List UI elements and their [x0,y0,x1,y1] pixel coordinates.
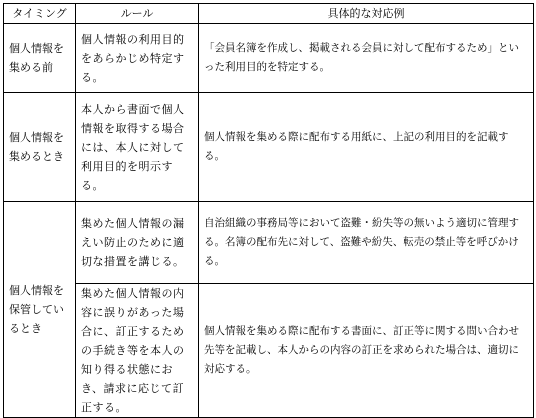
table-row [4,93,534,202]
header-timing: タイミング [4,4,76,24]
table-row [4,284,534,418]
table-header-row [4,4,534,24]
header-example: 具体的な対応例 [199,4,534,24]
header-rule: ルール [76,4,199,24]
timing-cell: 個人情報を集めるとき [4,93,76,202]
timing-cell: 個人情報を保管しているとき [4,202,76,418]
rule-cell: 集めた個人情報の内容に誤りがあった場合に、訂正するための手続き等を本人の知り得る状態におき、請求に応じて訂正する。 [76,284,199,418]
rule-cell: 集めた個人情報の漏えい防止のために適切な措置を講じる。 [76,202,199,284]
example-cell: 個人情報を集める際に配布する用紙に、上記の利用目的を記載する。 [199,93,534,202]
table-row [4,202,534,284]
rule-cell: 本人から書面で個人情報を取得する場合には、本人に対して利用目的を明示する。 [76,93,199,202]
rule-cell: 個人情報の利用目的をあらかじめ特定する。 [76,24,199,93]
table-row [4,24,534,93]
example-cell: 「会員名簿を作成し、掲載される会員に対して配布するため」といった利用目的を特定する。 [199,24,534,93]
timing-cell: 個人情報を集める前 [4,24,76,93]
privacy-rules-table [3,3,534,418]
example-cell: 個人情報を集める際に配布する書面に、訂正等に関する問い合わせ先等を記載し、本人からの内容の訂正を求められた場合は、適切に対応する。 [199,284,534,418]
example-cell: 自治組織の事務局等において盗難・紛失等の無いよう適切に管理する。名簿の配布先に対して、盗難や紛失、転売の禁止等を呼びかける。 [199,202,534,284]
